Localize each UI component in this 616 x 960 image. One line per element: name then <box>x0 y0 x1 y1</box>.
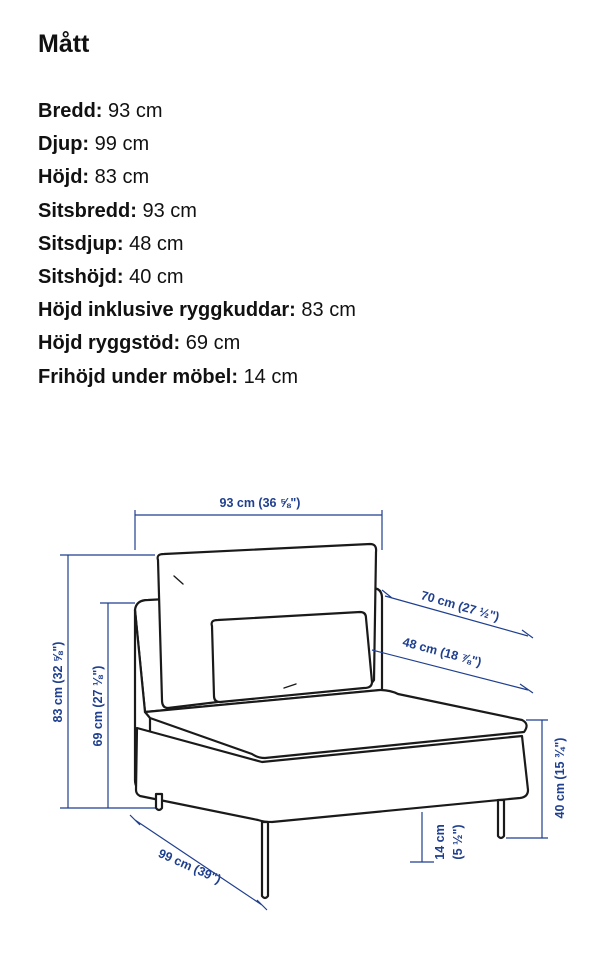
lumbar-cushion <box>212 612 372 702</box>
spec-row-seat-height <box>38 261 356 294</box>
dimension-list <box>38 95 356 394</box>
spec-value: 93 cm <box>108 100 163 122</box>
spec-row-width <box>38 95 356 128</box>
spec-row-seat-depth <box>38 228 356 261</box>
spec-row-seat-width <box>38 195 356 228</box>
spec-label: Djup: <box>38 133 90 156</box>
spec-label: Frihöjd under möbel: <box>38 365 238 388</box>
depth-label: 99 cm (39") <box>156 846 224 887</box>
spec-label: Sitsbredd: <box>38 199 137 222</box>
spec-row-backrest-height <box>38 327 356 360</box>
spec-value: 40 cm <box>129 266 184 289</box>
leg-back-left <box>156 794 162 810</box>
spec-label: Bredd: <box>38 100 103 122</box>
total-height-label: 83 cm (32 ⅝") <box>51 641 65 723</box>
spec-value: 48 cm <box>129 232 184 255</box>
sofa-outline <box>135 544 528 898</box>
spec-value: 83 cm <box>94 166 150 189</box>
spec-label: Sitsdjup: <box>38 232 124 255</box>
spec-row-clearance <box>38 361 356 394</box>
spec-value: 93 cm <box>142 199 197 222</box>
spec-value: 99 cm <box>94 133 150 156</box>
clearance-inch-label: (5 ½") <box>451 824 465 860</box>
backrest-depth-label: 70 cm (27 ½") <box>419 588 501 625</box>
seat-height-label: 40 cm (15 ¾") <box>553 737 567 819</box>
page-title: Mått <box>38 30 90 58</box>
spec-label: Sitshöjd: <box>38 266 124 289</box>
spec-row-height <box>38 161 356 194</box>
spec-value: 69 cm <box>185 332 241 355</box>
spec-row-depth <box>38 128 356 161</box>
backrest-height-label: 69 cm (27 ⅛") <box>91 665 105 747</box>
dimension-drawing <box>0 460 616 960</box>
seat-depth-label: 48 cm (18 ⅞") <box>401 634 483 670</box>
width-dimension-label: 93 cm (36 ⅝") <box>219 496 301 510</box>
spec-label: Höjd inklusive ryggkuddar: <box>38 299 296 322</box>
spec-label: Höjd: <box>38 166 90 189</box>
spec-label: Höjd ryggstöd: <box>38 332 181 355</box>
leg-front-left <box>262 822 268 898</box>
leg-front-right <box>498 800 504 838</box>
clearance-label: 14 cm <box>433 824 447 860</box>
spec-value: 83 cm <box>301 299 356 322</box>
spec-row-height-incl-cushions <box>38 294 356 327</box>
spec-value: 14 cm <box>243 365 299 388</box>
